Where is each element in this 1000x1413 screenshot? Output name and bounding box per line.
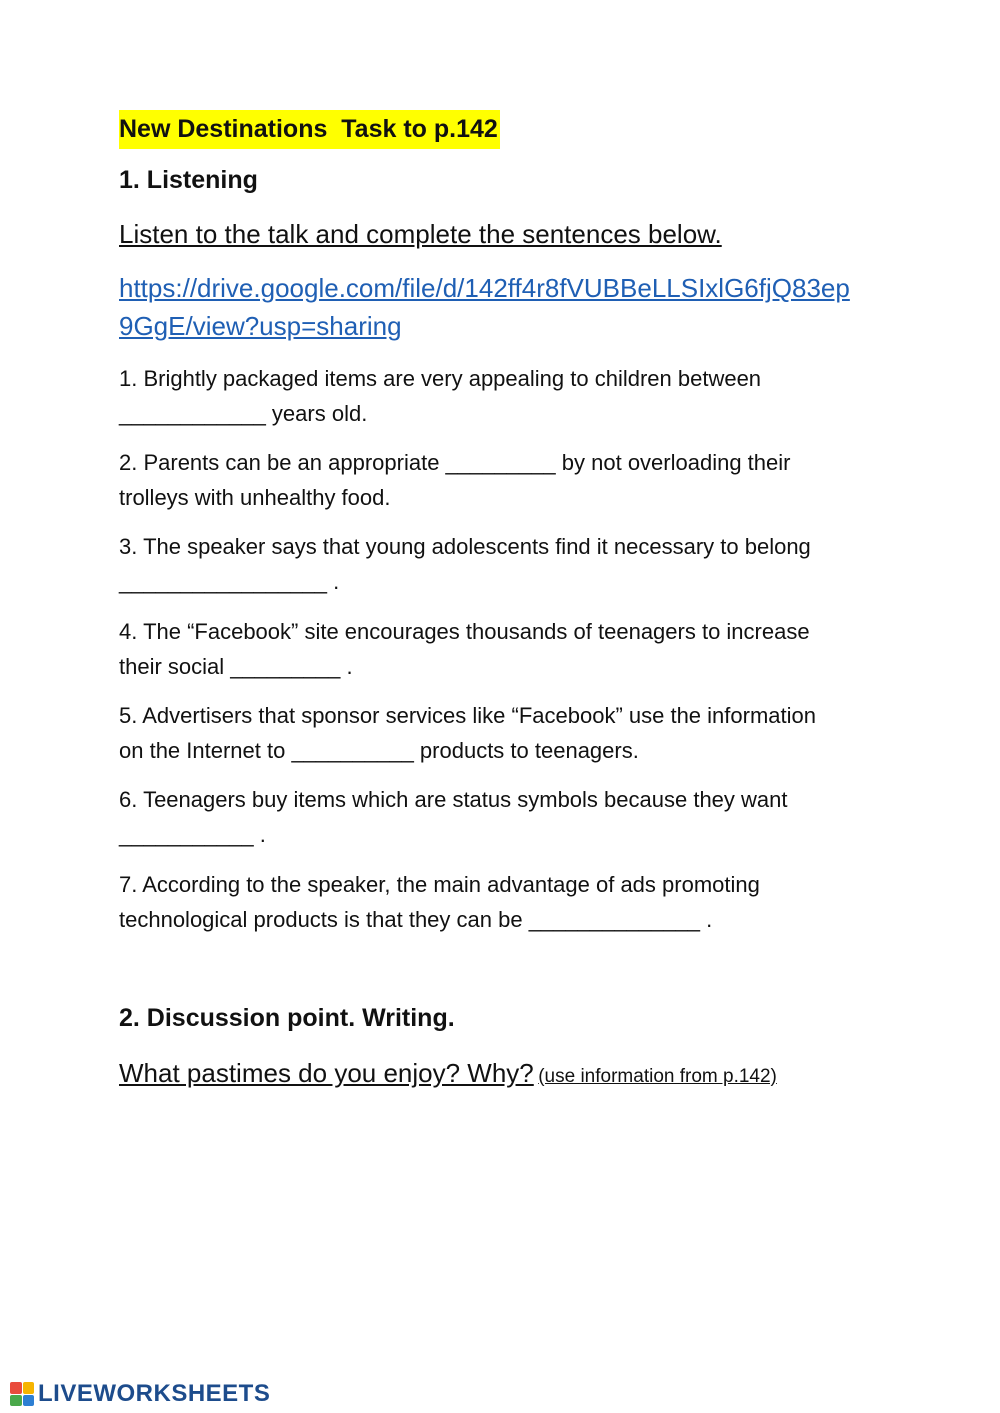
section-heading-writing: 2. Discussion point. Writing. (119, 1004, 455, 1032)
audio-link-line-2[interactable]: 9GgE/view?usp=sharing (119, 311, 402, 341)
writing-prompt-question: What pastimes do you enjoy? Why? (119, 1058, 534, 1088)
question-7-line-2: technological products is that they can be ______________ . (119, 907, 713, 932)
question-7-line-1: 7. According to the speaker, the main advantage of ads promoting (119, 872, 760, 897)
question-6-line-1: 6. Teenagers buy items which are status symbols because they want (119, 787, 788, 812)
question-6 (119, 782, 919, 852)
writing-prompt-note: (use information from p.142) (538, 1066, 777, 1087)
question-7 (119, 867, 919, 937)
writing-prompt (119, 1055, 777, 1096)
worksheet-title: New Destinations Task to p.142 (119, 110, 500, 149)
logo-square-blue (23, 1395, 35, 1407)
question-6-line-2: ___________ . (119, 822, 266, 847)
logo-square-yellow (23, 1382, 35, 1394)
listening-instruction: Listen to the talk and complete the sentences below. (119, 219, 722, 249)
liveworksheets-footer (10, 1380, 270, 1408)
question-2 (119, 445, 919, 515)
question-3-line-1: 3. The speaker says that young adolescents find it necessary to belong (119, 534, 811, 559)
audio-link-line-1[interactable]: https://drive.google.com/file/d/142ff4r8fVUBBeLLSIxlG6fjQ83ep (119, 273, 850, 303)
question-3-line-2: _________________ . (119, 569, 340, 594)
audio-link[interactable] (119, 269, 919, 345)
question-4-line-2: their social _________ . (119, 654, 353, 679)
question-1-line-1: 1. Brightly packaged items are very appealing to children between (119, 366, 762, 391)
logo-square-green (10, 1395, 22, 1407)
question-1 (119, 361, 919, 431)
liveworksheets-logo-icon (10, 1382, 34, 1406)
question-1-line-2: ____________ years old. (119, 401, 368, 426)
question-5-line-2: on the Internet to __________ products to teenagers. (119, 738, 639, 763)
section-heading-listening: 1. Listening (119, 166, 258, 194)
question-3 (119, 529, 919, 599)
liveworksheets-brand: LIVEWORKSHEETS (38, 1380, 271, 1407)
question-4 (119, 614, 919, 684)
question-5 (119, 698, 919, 768)
question-2-line-1: 2. Parents can be an appropriate _________ by not overloading their (119, 450, 791, 475)
question-5-line-1: 5. Advertisers that sponsor services like “Facebook” use the information (119, 703, 816, 728)
question-4-line-1: 4. The “Facebook” site encourages thousands of teenagers to increase (119, 619, 810, 644)
logo-square-red (10, 1382, 22, 1394)
question-2-line-2: trolleys with unhealthy food. (119, 485, 391, 510)
